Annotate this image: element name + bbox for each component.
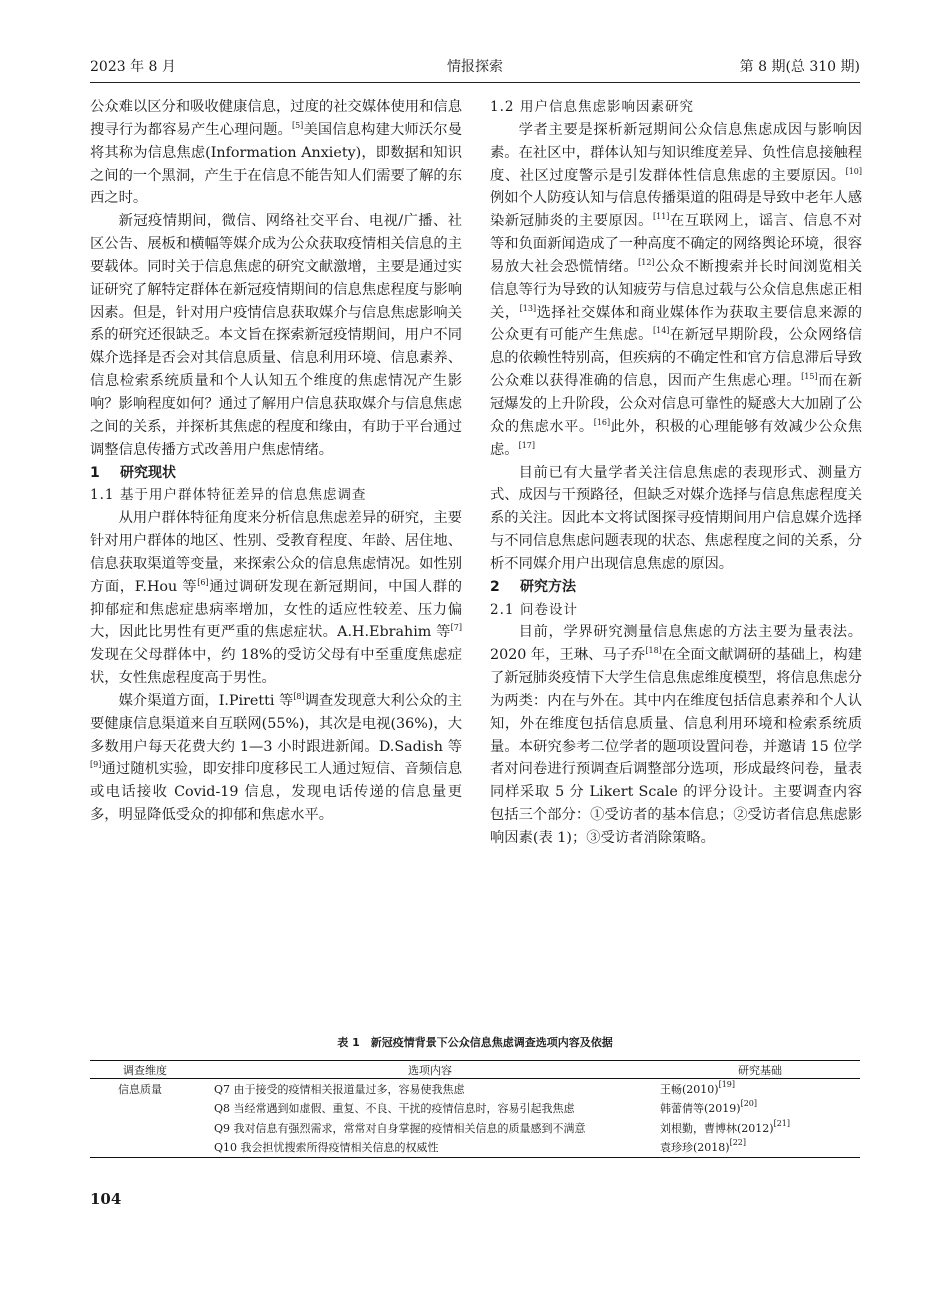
citation: [9] — [90, 760, 102, 770]
citation: [11] — [652, 212, 670, 222]
column-header: 调查维度 — [90, 1061, 200, 1079]
subsection-title: 问卷设计 — [520, 601, 578, 618]
citation: [22] — [729, 1138, 746, 1148]
text: 在全面文献调研的基础上，构建了新冠肺炎疫情下大学生信息焦虑维度模型，将信息焦虑分为两类：内在与外在。其中内在维度包括信息素养和个人认知，外在维度包括信息质量、信息利用环境和检索系统质量。本研究参考二位学者的题项设置问卷，并邀请 15 位学者对问卷进行预调查后调整部分选项，形成最终问卷，量表同样采取 5 分 Likert Scale 的评分设计。主要调查内容包括三个部分：①受访者的基本信息；②受访者信息焦虑影响因素(表 1)；③受访者消除策略。 — [490, 647, 863, 846]
section-title: 研究现状 — [120, 464, 176, 481]
section-number: 2 — [490, 578, 500, 595]
text: 而在新冠爆发的上升阶段，公众对信息可靠性的疑惑大大加剧了公众的焦虑水平。 — [490, 373, 863, 435]
text: 公众不断搜索并长时间浏览相关信息等行为导致的认知疲劳与信息过载与公众信息焦虑正相关， — [490, 258, 863, 321]
subsection-heading — [490, 599, 862, 622]
subsection-title: 用户信息焦虑影响因素研究 — [520, 99, 694, 115]
dimension-cell — [90, 1118, 200, 1138]
citation: [14] — [652, 326, 670, 336]
dimension-cell — [90, 1099, 200, 1119]
header-journal: 情报探索 — [447, 59, 503, 75]
text: 发现在父母群体中，约 18%的受访父母有中至重度焦虑症状，女性焦虑程度高于男性。 — [90, 647, 462, 687]
running-header — [90, 56, 860, 83]
dimension-cell: 信息质量 — [118, 1082, 162, 1096]
header-issue: 第 8 期(总 310 期) — [739, 59, 860, 75]
subsection-number: 1.2 — [490, 99, 515, 115]
reference-text: 袁珍珍(2018) — [660, 1141, 730, 1155]
reference-text: 刘根勤，曹博林(2012) — [660, 1121, 774, 1135]
citation: [12] — [638, 257, 655, 267]
citation: [15] — [801, 372, 818, 382]
column-header: 研究基础 — [660, 1061, 860, 1079]
reference-cell — [660, 1138, 860, 1158]
subsection-heading — [490, 96, 862, 119]
citation: [10] — [845, 166, 862, 176]
citation: [7] — [450, 623, 462, 633]
reference-cell — [660, 1079, 860, 1099]
paragraph — [90, 507, 462, 690]
text: 通过调研发现在新冠期间，中国人群的抑郁症和焦虑症患病率增加，女性的适应性较差、压力偏大，因此比男性有更严重的焦虑症状。A.H.Ebrahim 等 — [90, 578, 462, 641]
paragraph — [490, 119, 862, 462]
citation: [13] — [519, 303, 537, 313]
paragraph: 目前已有大量学者关注信息焦虑的表现形式、测量方式、成因与干预路径，但缺乏对媒介选择与信息焦虑程度关系的关注。因此本文将试图探寻疫情期间用户信息媒介选择与不同信息焦虑问题表现的状态、焦虑程度之间的关系，分析不同媒介用户出现信息焦虑的原因。 — [490, 464, 862, 572]
survey-table — [90, 1060, 860, 1158]
text: 选择社交媒体和商业媒体作为获取主要信息来源的公众更有可能产生焦虑。 — [490, 304, 863, 344]
option-cell: Q10 我会担忧搜索所得疫情相关信息的权威性 — [200, 1138, 660, 1158]
text: 从用户群体特征角度来分析信息焦虑差异的研究，主要针对用户群体的地区、性别、受教育程度、年龄、居住地、信息获取渠道等变量，来探索公众的信息焦虑情况。如性别方面，F.Hou 等 — [90, 510, 462, 595]
text: 在新冠早期阶段，公众网络信息的依赖性特别高，但疾病的不确定性和官方信息滞后导致公众难以获得准确的信息，因而产生焦虑心理。 — [490, 327, 863, 390]
table-row — [90, 1118, 860, 1138]
citation: [16] — [593, 417, 611, 427]
option-cell: Q9 我对信息有强烈需求，常常对自身掌握的疫情相关信息的质量感到不满意 — [214, 1121, 586, 1135]
table-header-row — [90, 1061, 860, 1079]
paragraph — [90, 96, 462, 210]
paragraph — [490, 621, 862, 849]
subsection-number: 2.1 — [490, 601, 515, 618]
text: 媒介渠道方面，I.Piretti 等 — [118, 692, 294, 709]
option-cell: Q8 当经常遇到如虚假、重复、不良、干扰的疫情信息时，容易引起我焦虑 — [214, 1102, 575, 1116]
section-heading — [490, 576, 862, 599]
citation: [19] — [718, 1079, 735, 1089]
citation: [18] — [645, 646, 662, 656]
paragraph — [90, 690, 462, 827]
reference-cell — [660, 1099, 860, 1119]
option-cell: Q7 由于接受的疫情相关报道量过多，容易使我焦虑 — [214, 1082, 465, 1096]
table-caption: 表 1 新冠疫情背景下公众信息焦虑调查选项内容及依据 — [337, 1036, 613, 1049]
subsection-number: 1.1 — [90, 487, 115, 504]
reference-text: 王畅(2010) — [660, 1082, 719, 1096]
reference-cell — [660, 1118, 860, 1138]
citation: [8] — [293, 691, 305, 701]
citation: [17] — [518, 440, 536, 450]
text: 公众难以区分和吸收健康信息，过度的社交媒体使用和信息搜寻行为都容易产生心理问题。 — [90, 99, 462, 138]
table-row — [90, 1099, 860, 1119]
table-row — [90, 1138, 860, 1158]
section-title: 研究方法 — [520, 578, 576, 595]
table-row — [90, 1079, 860, 1099]
subsection-heading — [90, 484, 462, 507]
reference-text: 韩蕾倩等(2019) — [660, 1102, 741, 1116]
text: 例如个人防疫认知与信息传播渠道的阻碍是导致中老年人感染新冠肺炎的主要原因。 — [490, 190, 862, 230]
paragraph: 新冠疫情期间，微信、网络社交平台、电视/广播、社区公告、展板和横幅等媒介成为公众获取疫情相关信息的主要载体。同时关于信息焦虑的研究文献激增，主要是通过实证研究了解特定群体在新冠疫情期间的信息焦虑程度与影响因素。但是，针对用户疫情信息获取媒介与信息焦虑影响关系的研究还很缺乏。本文旨在探索新冠疫情期间，用户不同媒介选择是否会对其信息质量、信息利用环境、信息素养、信息检索系统质量和个人认知五个维度的焦虑情况产生影响？影响程度如何？通过了解用户信息获取媒介与信息焦虑之间的关系，并探析其焦虑的程度和缘由，有助于平台通过调整信息传播方式改善用户焦虑情绪。 — [90, 213, 462, 458]
text: 学者主要是探析新冠期间公众信息焦虑成因与影响因素。在社区中，群体认知与知识维度差异、负性信息接触程度、社区过度警示是引发群体性信息焦虑的主要原因。 — [490, 121, 862, 184]
text: 美国信息构建大师沃尔曼将其称为信息焦虑(Information Anxiety)，即数据和知识之间的一个黑洞，产生于在信息不能告知人们需要了解的东西之时。 — [90, 121, 463, 207]
header-date: 2023 年 8 月 — [90, 59, 176, 75]
section-heading — [90, 462, 462, 485]
text: 在互联网上，谣言、信息不对等和负面新闻造成了一种高度不确定的网络舆论环境，很容易放大社会恐慌情绪。 — [490, 213, 863, 275]
dimension-cell — [90, 1138, 200, 1158]
page-number: 104 — [90, 1190, 122, 1208]
subsection-title: 基于用户群体特征差异的信息焦虑调查 — [120, 487, 367, 504]
column-header: 选项内容 — [200, 1061, 660, 1079]
text: 此外，积极的心理能够有效减少公众焦虑。 — [490, 418, 863, 458]
citation: [6] — [197, 577, 209, 587]
text: 调查发现意大利公众的主要健康信息渠道来自互联网(55%)，其次是电视(36%)，大多数用户每天花费大约 1—3 小时跟进新闻。D.Sadish 等 — [90, 692, 462, 755]
section-number: 1 — [90, 464, 100, 481]
left-column — [90, 96, 462, 827]
right-column — [490, 96, 862, 850]
citation: [21] — [773, 1118, 790, 1128]
citation: [20] — [740, 1099, 757, 1109]
citation: [5] — [291, 120, 304, 130]
text: 目前，学界研究测量信息焦虑的方法主要为量表法。2020 年，王琳、马子乔 — [490, 624, 862, 664]
text: 通过随机实验，即安排印度移民工人通过短信、音频信息或电话接收 Covid-19 信息，发现电话传递的信息量更多，明显降低受众的抑郁和焦虑水平。 — [90, 761, 462, 824]
